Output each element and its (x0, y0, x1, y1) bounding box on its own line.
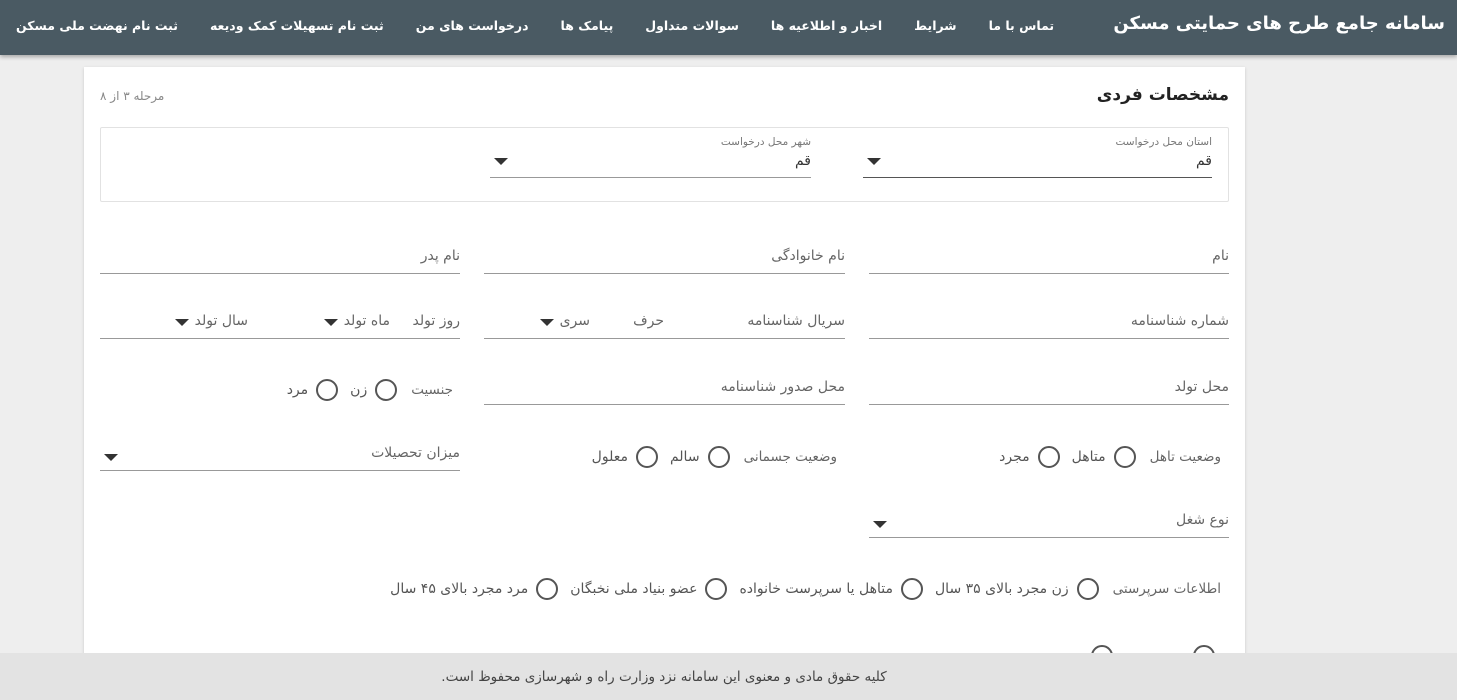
radio-circle-icon (536, 578, 558, 600)
guardianship-option-label: زن مجرد بالای ۳۵ سال (935, 581, 1069, 597)
guardianship-single-man-radio[interactable] (390, 578, 558, 600)
series-select[interactable] (538, 313, 590, 329)
nav-item-my-requests[interactable]: درخواست های من (415, 17, 529, 33)
top-navbar (0, 0, 1457, 55)
radio-circle-icon (1114, 446, 1136, 468)
copyright-text: کلیه حقوق مادی و معنوی این سامانه نزد وزارت راه و شهرسازی محفوظ است. (441, 669, 887, 685)
nav-item-sms[interactable]: پیامک ها (560, 17, 614, 33)
physical-label: وضعیت جسمانی (743, 449, 837, 465)
marital-radio-group (987, 446, 1221, 468)
gender-female-radio[interactable] (350, 379, 397, 401)
province-value: قم (1195, 153, 1212, 169)
chevron-down-icon (494, 158, 508, 165)
nav-item-vadie[interactable]: ثبت نام تسهیلات کمک ودیعه (209, 17, 384, 33)
education-select[interactable] (100, 439, 460, 471)
city-select[interactable] (490, 136, 811, 178)
radio-circle-icon (1077, 578, 1099, 600)
gender-radio-group (275, 379, 453, 401)
nav-item-faq[interactable]: سوالات متداول (645, 17, 739, 33)
city-value: قم (794, 153, 811, 169)
id-serial-input[interactable]: سریال شناسنامه (747, 313, 845, 329)
gender-female-label: زن (350, 382, 368, 398)
id-number-placeholder: شماره شناسنامه (1130, 313, 1229, 329)
last-name-placeholder: نام خانوادگی (771, 248, 845, 264)
first-name-field[interactable] (869, 242, 1229, 274)
radio-circle-icon (901, 578, 923, 600)
radio-circle-icon (1038, 446, 1060, 468)
birth-month-value: ماه تولد (343, 313, 390, 329)
marital-married-label: متاهل (1071, 449, 1106, 465)
nav-item-conditions[interactable]: شرایط (914, 17, 957, 33)
nav-item-nehzat[interactable]: ثبت نام نهضت ملی مسکن (16, 17, 178, 33)
chevron-down-icon (867, 158, 881, 165)
birth-year-select[interactable] (173, 313, 248, 329)
marital-single-radio[interactable] (999, 446, 1060, 468)
birth-day-input[interactable]: روز تولد (412, 313, 460, 329)
gender-male-label: مرد (286, 382, 309, 398)
radio-circle-icon (705, 578, 727, 600)
guardianship-married-radio[interactable] (739, 578, 923, 600)
physical-radio-group (580, 446, 837, 468)
series-letter-input[interactable]: حرف (633, 313, 664, 329)
gender-label: جنسیت (411, 382, 453, 398)
guardianship-label: اطلاعات سرپرستی (1112, 581, 1221, 597)
province-select[interactable] (863, 136, 1212, 178)
guardianship-single-woman-radio[interactable] (935, 578, 1099, 600)
father-name-placeholder: نام پدر (420, 248, 460, 264)
issue-place-placeholder: محل صدور شناسنامه (720, 379, 845, 395)
issue-place-field[interactable] (484, 373, 845, 405)
radio-circle-icon (636, 446, 658, 468)
nav-item-contact[interactable]: تماس با ما (988, 17, 1055, 33)
job-type-select[interactable] (869, 506, 1229, 538)
form-title: مشخصات فردی (1096, 85, 1229, 105)
guardianship-option-label: متاهل یا سرپرست خانواده (739, 581, 893, 597)
job-type-placeholder: نوع شغل (1175, 512, 1229, 528)
id-number-field[interactable] (869, 307, 1229, 339)
series-value: سری (559, 313, 590, 329)
guardianship-elite-radio[interactable] (570, 578, 727, 600)
step-indicator: مرحله ۳ از ۸ (100, 89, 165, 103)
marital-label: وضعیت تاهل (1149, 449, 1221, 465)
guardianship-option-label: عضو بنیاد ملی نخبگان (570, 581, 698, 597)
physical-healthy-radio[interactable] (670, 446, 730, 468)
chevron-down-icon (540, 319, 554, 326)
nav-item-news[interactable]: اخبار و اطلاعیه ها (770, 17, 883, 33)
physical-disabled-radio[interactable] (592, 446, 658, 468)
birth-place-placeholder: محل تولد (1174, 379, 1229, 395)
chevron-down-icon (324, 319, 338, 326)
chevron-down-icon (873, 521, 887, 528)
site-brand[interactable]: سامانه جامع طرح های حمایتی مسکن (1113, 13, 1445, 34)
guardianship-radio-group (378, 578, 1221, 600)
province-label: استان محل درخواست (1115, 136, 1212, 148)
marital-single-label: مجرد (999, 449, 1030, 465)
gender-male-radio[interactable] (287, 379, 338, 401)
radio-circle-icon (375, 379, 397, 401)
physical-healthy-label: سالم (669, 449, 700, 465)
radio-circle-icon (316, 379, 338, 401)
birth-date-group (100, 307, 460, 339)
father-name-field[interactable] (100, 242, 460, 274)
chevron-down-icon (104, 454, 118, 461)
birth-month-select[interactable] (322, 313, 390, 329)
guardianship-option-label: مرد مجرد بالای ۴۵ سال (390, 581, 529, 597)
footer (0, 653, 1457, 700)
radio-circle-icon (708, 446, 730, 468)
chevron-down-icon (175, 319, 189, 326)
last-name-field[interactable] (484, 242, 845, 274)
personal-info-card (84, 67, 1245, 667)
birth-place-field[interactable] (869, 373, 1229, 405)
city-label: شهر محل درخواست (720, 136, 811, 148)
first-name-placeholder: نام (1212, 248, 1229, 264)
physical-disabled-label: معلول (591, 449, 628, 465)
marital-married-radio[interactable] (1072, 446, 1136, 468)
id-serial-group (484, 307, 845, 339)
nav-links (0, 0, 1130, 50)
birth-year-value: سال تولد (194, 313, 248, 329)
location-box (100, 127, 1229, 202)
education-placeholder: میزان تحصیلات (371, 445, 460, 461)
